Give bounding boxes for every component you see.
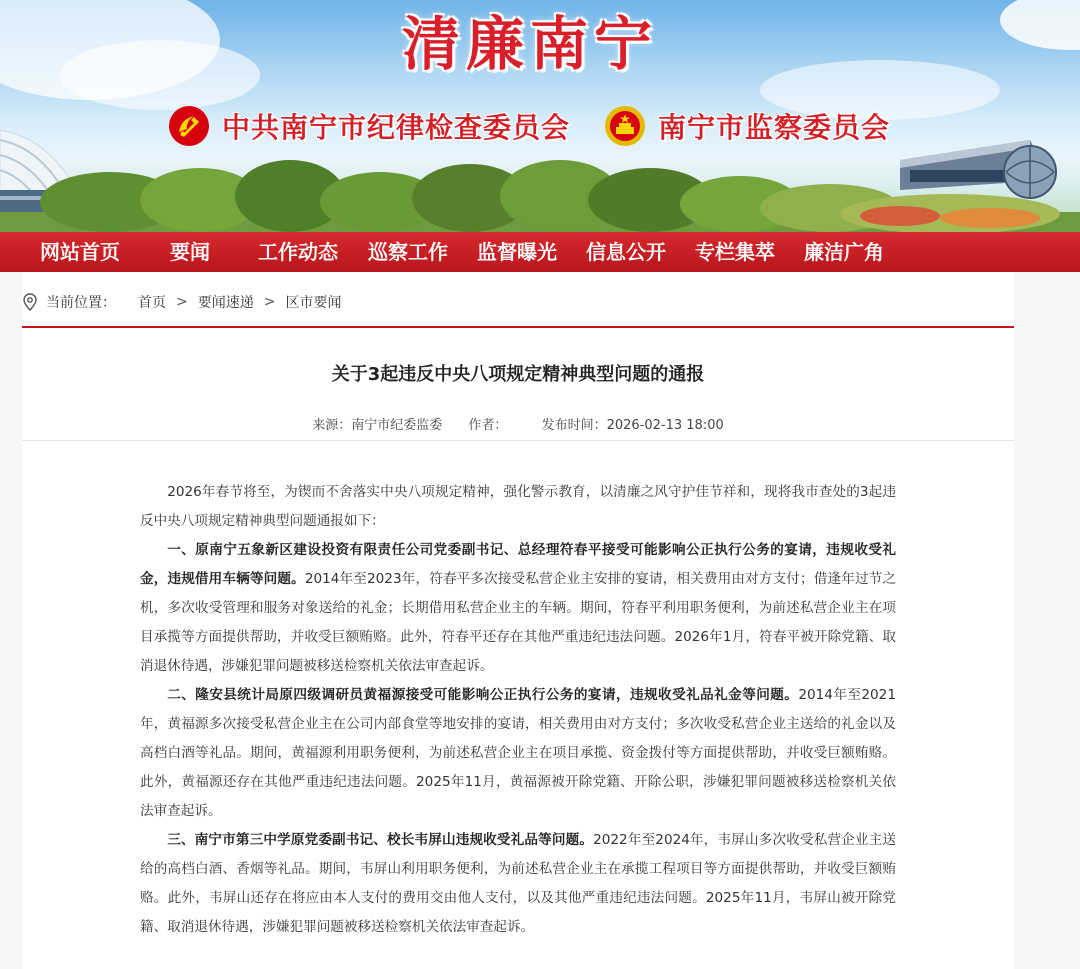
publish-time-label: 发布时间：	[541, 418, 607, 433]
org-supervision-commission	[604, 100, 890, 152]
case-paragraph-3	[140, 826, 896, 942]
national-emblem-icon	[604, 105, 646, 147]
publish-time-value: 2026-02-13 18:00	[606, 418, 724, 433]
article-intro-paragraph: 2026年春节将至，为锲而不舍落实中央八项规定精神，强化警示教育，以清廉之风守护佳节祥和，现将我市查处的3起违反中央八项规定精神典型问题通报如下：	[140, 484, 896, 529]
article-title: 关于3起违反中央八项规定精神典型问题的通报	[331, 364, 705, 385]
breadcrumb-news-express-link[interactable]: 要闻速递	[197, 295, 254, 311]
source-value: 南宁市纪委监委	[351, 418, 443, 433]
org-name-supervision-commission: 南宁市监察委员会	[658, 111, 891, 144]
nav-item-home[interactable]: 网站首页	[40, 240, 120, 264]
trees-illustration	[0, 152, 1080, 232]
source-label: 来源：	[312, 418, 352, 433]
nav-item-inspection[interactable]: 巡察工作	[368, 240, 448, 264]
article-meta	[22, 414, 1014, 433]
case-heading-2: 二、隆安县统计局原四级调研员黄福源接受可能影响公正执行公务的宴请，违规收受礼品礼金等问题。	[167, 687, 799, 703]
site-banner	[0, 0, 1080, 232]
case-text-2: 2014年至2021年，黄福源多次接受私营企业主在公司内部食堂等地安排的宴请，相关费用由对方支付；多次收受私营企业主送给的礼金以及高档白酒等礼品。期间，黄福源利用职务便利，为前述私营企业主在项目承揽、资金拨付等方面提供帮助，并收受巨额贿赂。此外，黄福源还存在其他严重违纪违法问题。2025年11月，黄福源被开除党籍、开除公职，涉嫌犯罪问题被移送检察机关依法审查起诉。	[140, 687, 896, 819]
nav-item-news[interactable]: 要闻	[170, 240, 210, 264]
location-pin-icon	[22, 293, 38, 311]
org-ccdi-nanning	[168, 100, 570, 152]
article-body	[140, 478, 896, 942]
author-label: 作者：	[468, 418, 508, 433]
breadcrumb-home-link[interactable]: 首页	[138, 295, 166, 311]
breadcrumb-divider	[22, 326, 1014, 328]
case-heading-3: 三、南宁市第三中学原党委副书记、校长韦屏山违规收受礼品等问题。	[167, 832, 594, 848]
nav-item-supervision-exposure[interactable]: 监督曝光	[477, 240, 557, 264]
cloud-decoration	[1000, 0, 1080, 50]
site-title-logo: 清廉南宁	[401, 10, 658, 78]
case-text-1: 2014年至2023年，符春平多次接受私营企业主安排的宴请，相关费用由对方支付；借逢年过节之机，多次收受管理和服务对象送给的礼金；长期借用私营企业主的车辆。期间，符春平利用职务便利，为前述私营企业主在项目承揽等方面提供帮助，并收受巨额贿赂。此外，符春平还存在其他严重违纪违法问题。2026年1月，符春平被开除党籍、取消退休待遇，涉嫌犯罪问题被移送检察机关依法审查起诉。	[140, 571, 897, 674]
nav-item-integrity-lens[interactable]: 廉洁广角	[804, 240, 884, 264]
main-nav	[0, 232, 1080, 272]
meta-divider	[22, 440, 1014, 441]
case-paragraph-2	[140, 681, 896, 826]
breadcrumb-prefix: 当前位置：	[46, 295, 116, 311]
breadcrumb-separator: >	[176, 294, 188, 310]
case-text-3: 2022年至2024年，韦屏山多次收受私营企业主送给的高档白酒、香烟等礼品。期间，韦屏山利用职务便利，为前述私营企业主在承揽工程项目等方面提供帮助，并收受巨额贿赂。此外，韦屏山还存在将应由本人支付的费用交由他人支付，以及其他严重违纪违法问题。2025年11月，韦屏山被开除党籍、取消退休待遇，涉嫌犯罪问题被移送检察机关依法审查起诉。	[140, 832, 896, 935]
breadcrumb	[22, 286, 341, 318]
party-emblem-icon	[168, 105, 210, 147]
nav-item-info-disclosure[interactable]: 信息公开	[586, 240, 666, 264]
org-name-discipline-commission: 中共南宁市纪律检查委员会	[222, 111, 571, 144]
nav-item-work-updates[interactable]: 工作动态	[258, 240, 338, 264]
breadcrumb-district-news-link[interactable]: 区市要闻	[285, 295, 342, 311]
case-paragraph-1	[140, 536, 896, 681]
case-heading-1: 一、原南宁五象新区建设投资有限责任公司党委副书记、总经理符春平接受可能影响公正执行公务的宴请，违规收受礼金，违规借用车辆等问题。	[140, 542, 896, 587]
breadcrumb-separator: >	[263, 294, 276, 310]
nav-item-columns[interactable]: 专栏集萃	[695, 240, 775, 264]
